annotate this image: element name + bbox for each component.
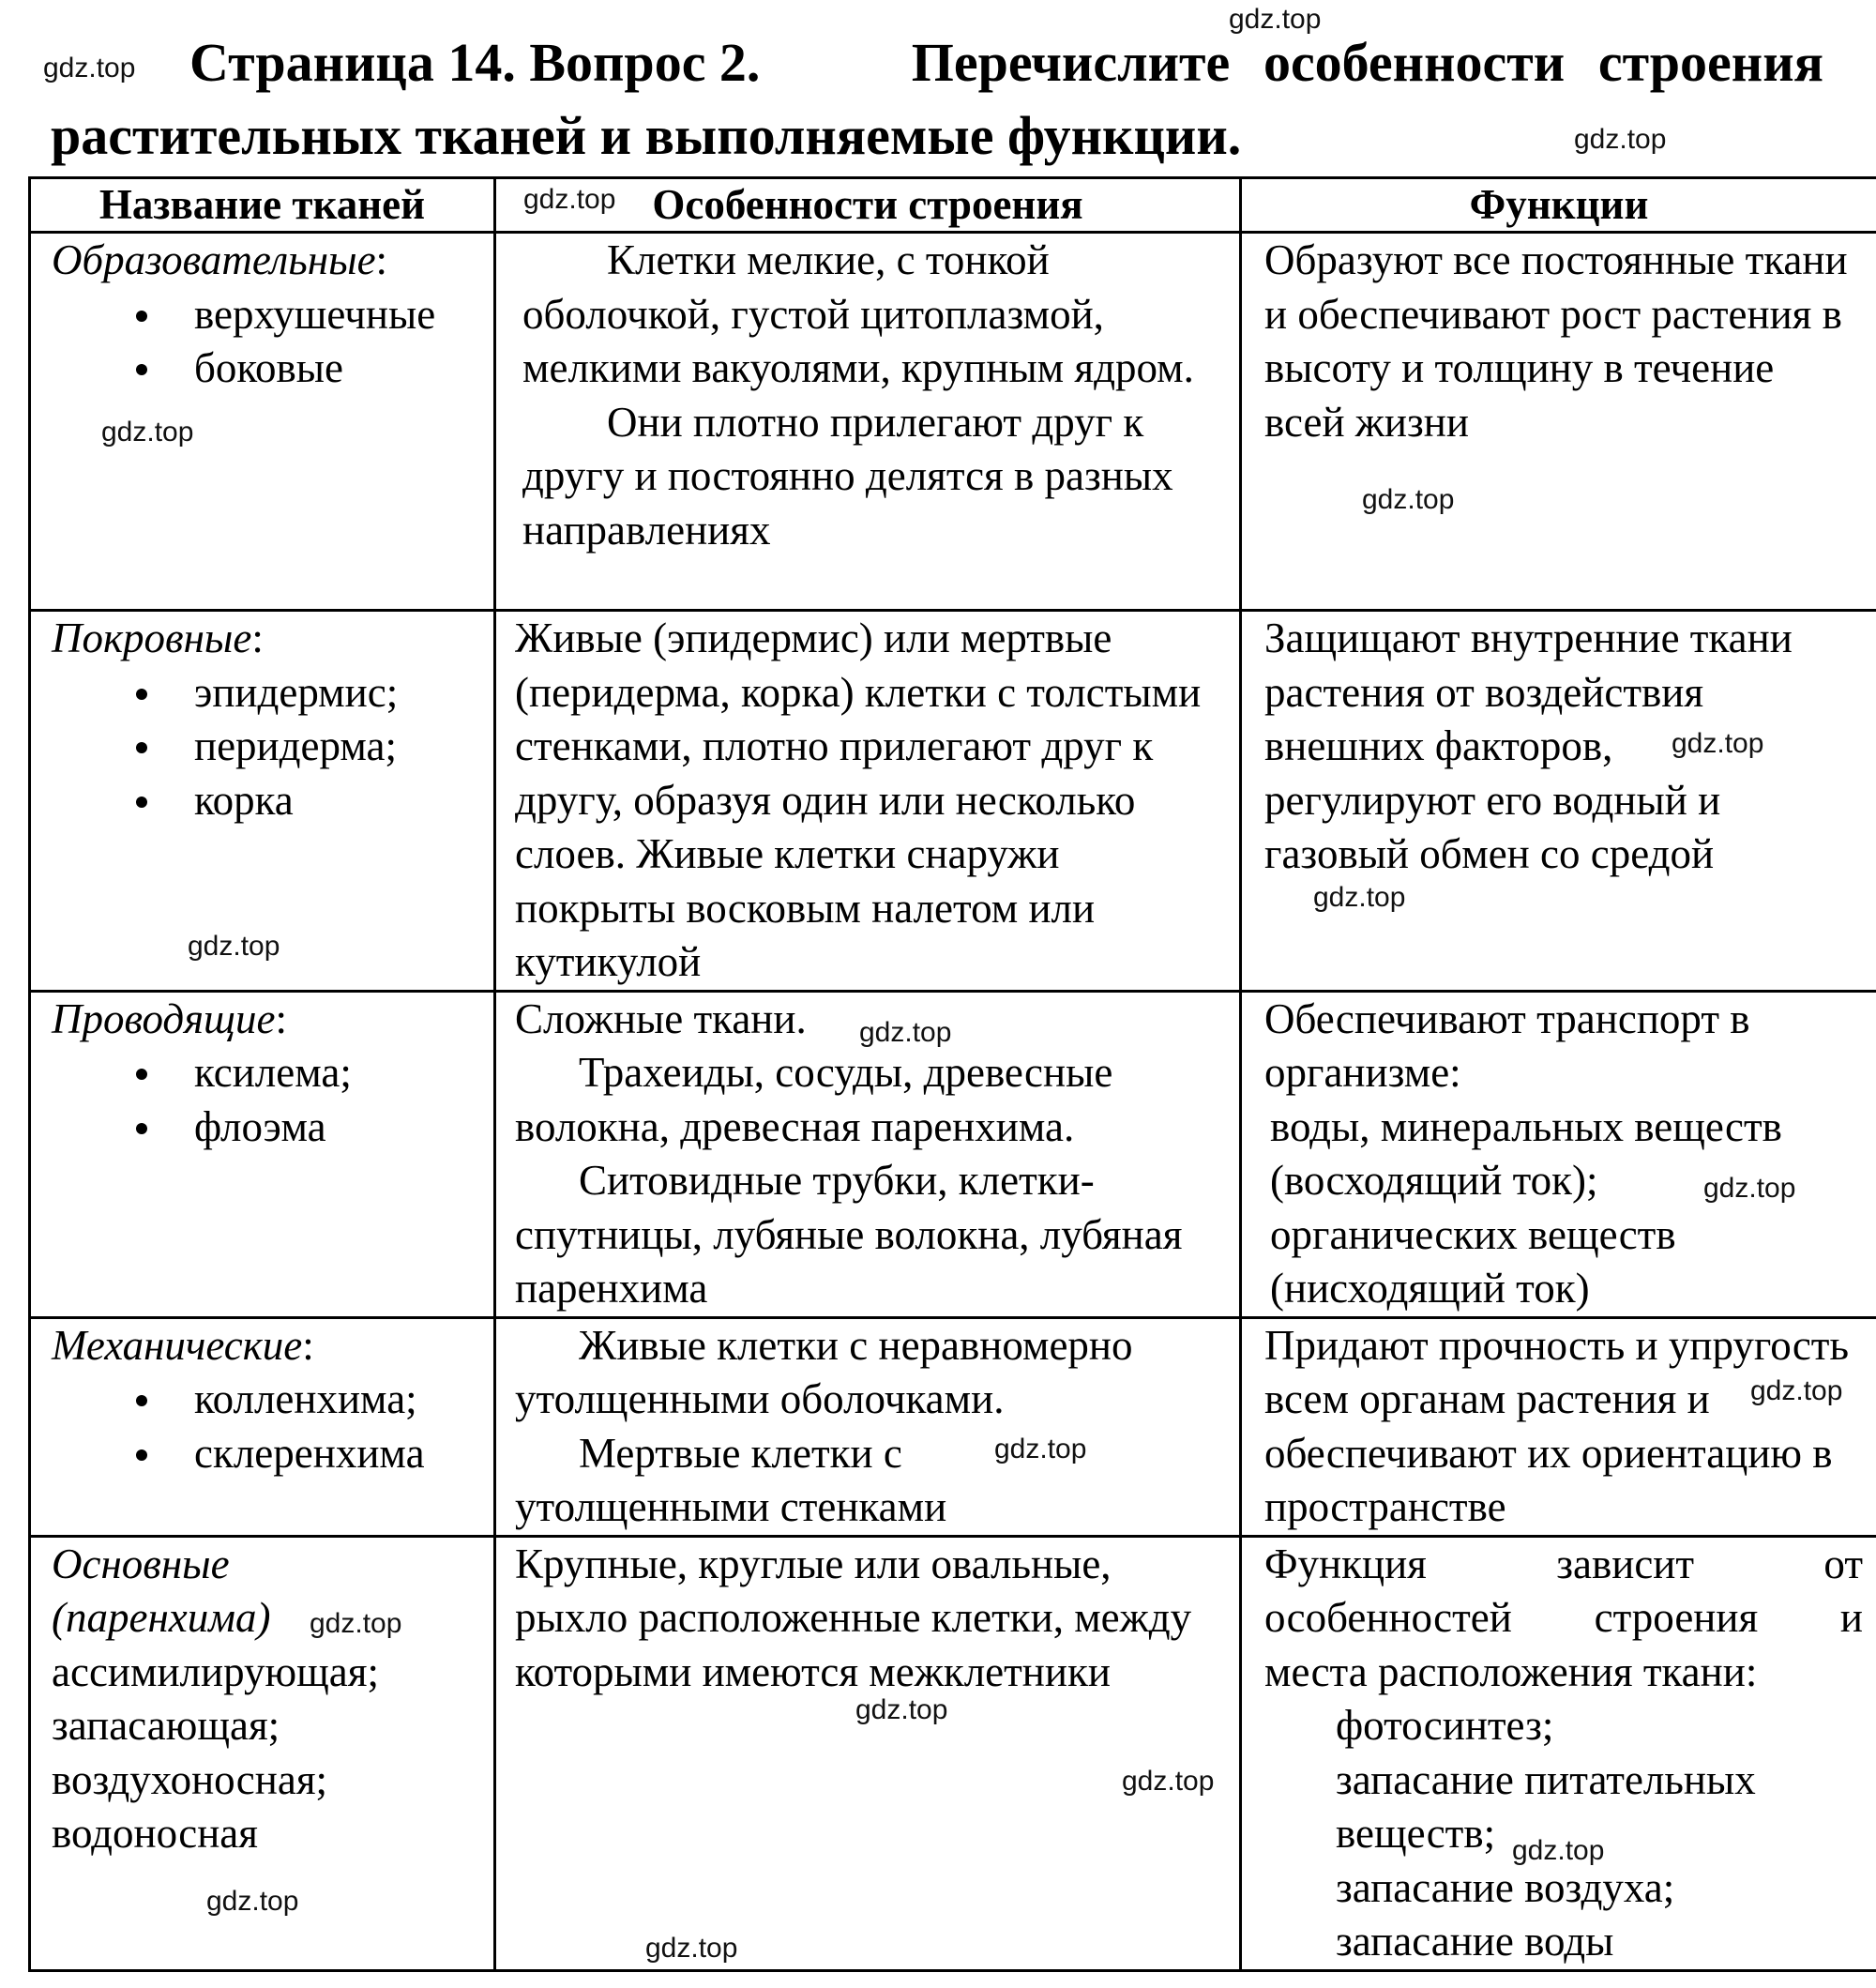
tissue-list xyxy=(52,1046,493,1154)
structure-text: Клетки мелкие, с тонкой оболочкой, густой цитоплазмой, мелкими вакуолями, крупным ядром. xyxy=(522,236,1194,391)
watermark: gdz.top xyxy=(855,1694,948,1725)
functions-cell xyxy=(1241,233,1876,611)
functions-text: регулируют его водный и газовый обмен со средой xyxy=(1264,776,1721,877)
functions-text: Обеспечивают транспорт в организме: xyxy=(1264,994,1750,1096)
table-header-row xyxy=(30,178,1876,233)
watermark: gdz.top xyxy=(1229,4,1322,35)
watermark: gdz.top xyxy=(1313,882,1406,913)
tissue-category: Проводящие xyxy=(52,994,276,1042)
watermark: gdz.top xyxy=(188,931,280,962)
structure-cell xyxy=(495,1317,1241,1536)
watermark: gdz.top xyxy=(994,1434,1087,1464)
list-item: склеренхима xyxy=(136,1427,493,1481)
tissue-category: Образовательные xyxy=(52,236,376,283)
watermark: gdz.top xyxy=(206,1886,299,1917)
watermark: gdz.top xyxy=(1362,484,1455,515)
table-row xyxy=(30,1317,1876,1536)
watermark: gdz.top xyxy=(1750,1375,1843,1406)
list-item: эпидермис; xyxy=(136,666,493,721)
tissue-name-cell: Покровные: эпидермис; перидерма; корка xyxy=(30,611,495,992)
title-line-2: растительных тканей и выполняемые функции. xyxy=(51,105,1242,166)
title-word: особенности xyxy=(1263,32,1566,93)
functions-text: органических веществ (нисходящий ток) xyxy=(1270,1210,1676,1312)
structure-text: Они плотно прилегают друг к другу и постоянно делятся в разных направлениях xyxy=(522,398,1173,554)
title-question-label: Страница 14. Вопрос 2. xyxy=(189,32,761,93)
list-item: ассимилирующая; xyxy=(52,1647,379,1695)
title-word: Перечислите xyxy=(911,32,1231,93)
tissue-list xyxy=(52,288,493,396)
watermark: gdz.top xyxy=(1122,1766,1215,1797)
list-item: корка xyxy=(136,774,493,828)
structure-text: Ситовидные трубки, клетки-спутницы, лубяные волокна, лубяная паренхима xyxy=(515,1157,1183,1312)
functions-text: Образуют все постоянные ткани и обеспечивают рост растения в высоту и толщину в течение всей жизни xyxy=(1264,236,1848,446)
watermark: gdz.top xyxy=(523,184,616,215)
structure-text: Сложные ткани. xyxy=(515,994,807,1042)
list-item: флоэма xyxy=(136,1100,493,1155)
watermark: gdz.top xyxy=(1703,1173,1796,1204)
structure-cell xyxy=(495,233,1241,611)
list-item: запасающая; xyxy=(52,1702,280,1749)
watermark: gdz.top xyxy=(645,1933,738,1964)
functions-text: воды, минеральных веществ (восходящий ток); xyxy=(1270,1102,1782,1204)
functions-text: запасание питательных веществ; xyxy=(1336,1755,1756,1857)
functions-text: места расположения ткани: xyxy=(1264,1647,1758,1695)
title-word: строения xyxy=(1597,32,1823,93)
structure-text: Живые (эпидермис) или мертвые (перидерма, корка) клетки с толстыми стенками, плотно прилегают друг к другу, образуя один или несколько слоев. Живые клетки снаружи покрыты восковым налетом или кутикулой xyxy=(515,615,1202,985)
functions-cell xyxy=(1241,1536,1876,1970)
table-row xyxy=(30,1536,1876,1970)
functions-text: Функция зависит от xyxy=(1264,1540,1863,1587)
watermark: gdz.top xyxy=(1672,728,1764,759)
watermark: gdz.top xyxy=(859,1017,952,1048)
structure-text: Мертвые клетки с утолщенными стенками xyxy=(515,1429,947,1530)
tissue-category: Основные (паренхима) xyxy=(52,1540,271,1641)
table-row xyxy=(30,233,1876,611)
tissue-category: Механические xyxy=(52,1321,303,1369)
functions-text: запасание воздуха; xyxy=(1336,1863,1675,1911)
tissue-list xyxy=(52,1373,493,1480)
list-item: водоносная xyxy=(52,1810,258,1857)
tissues-table xyxy=(28,176,1876,1972)
tissue-name-cell: Проводящие: ксилема; флоэма xyxy=(30,991,495,1317)
functions-text: Защищают внутренние ткани растения от воздействия внешних факторов, xyxy=(1264,615,1793,769)
watermark: gdz.top xyxy=(310,1608,402,1639)
table-row xyxy=(30,991,1876,1317)
table-row xyxy=(30,611,1876,992)
page-title xyxy=(51,26,1823,173)
list-item: перидерма; xyxy=(136,720,493,774)
list-item: боковые xyxy=(136,341,493,396)
tissue-name-cell: Образовательные: верхушечные боковые xyxy=(30,233,495,611)
header-name: Название тканей xyxy=(30,178,495,233)
header-structure: Особенности строения xyxy=(495,178,1241,233)
structure-cell xyxy=(495,611,1241,992)
structure-text: Живые клетки с неравномерно утолщенными оболочками. xyxy=(515,1321,1133,1422)
functions-text: особенностей строения и xyxy=(1264,1594,1863,1641)
tissue-list xyxy=(52,666,493,828)
watermark: gdz.top xyxy=(101,417,194,448)
structure-text: Крупные, круглые или овальные, рыхло расположенные клетки, между которыми имеются межклетники xyxy=(515,1540,1192,1695)
tissue-category: Покровные xyxy=(52,615,252,661)
functions-text: фотосинтез; xyxy=(1336,1702,1554,1749)
list-item: воздухоносная; xyxy=(52,1755,328,1803)
structure-cell xyxy=(495,1536,1241,1970)
functions-cell xyxy=(1241,611,1876,992)
functions-cell xyxy=(1241,991,1876,1317)
tissue-name-cell: Механические: колленхима; склеренхима xyxy=(30,1317,495,1536)
structure-text: Трахеиды, сосуды, древесные волокна, древесная паренхима. xyxy=(515,1049,1113,1150)
watermark: gdz.top xyxy=(43,53,136,83)
list-item: ксилема; xyxy=(136,1046,493,1100)
functions-text: Придают прочность и упругость всем органам растения и обеспечивают их ориентацию в пространстве xyxy=(1264,1321,1849,1530)
header-functions: Функции xyxy=(1241,178,1876,233)
list-item: колленхима; xyxy=(136,1373,493,1427)
list-item: верхушечные xyxy=(136,288,493,342)
watermark: gdz.top xyxy=(1574,124,1667,155)
functions-cell xyxy=(1241,1317,1876,1536)
watermark: gdz.top xyxy=(1512,1835,1605,1866)
functions-text: запасание воды xyxy=(1336,1918,1614,1965)
